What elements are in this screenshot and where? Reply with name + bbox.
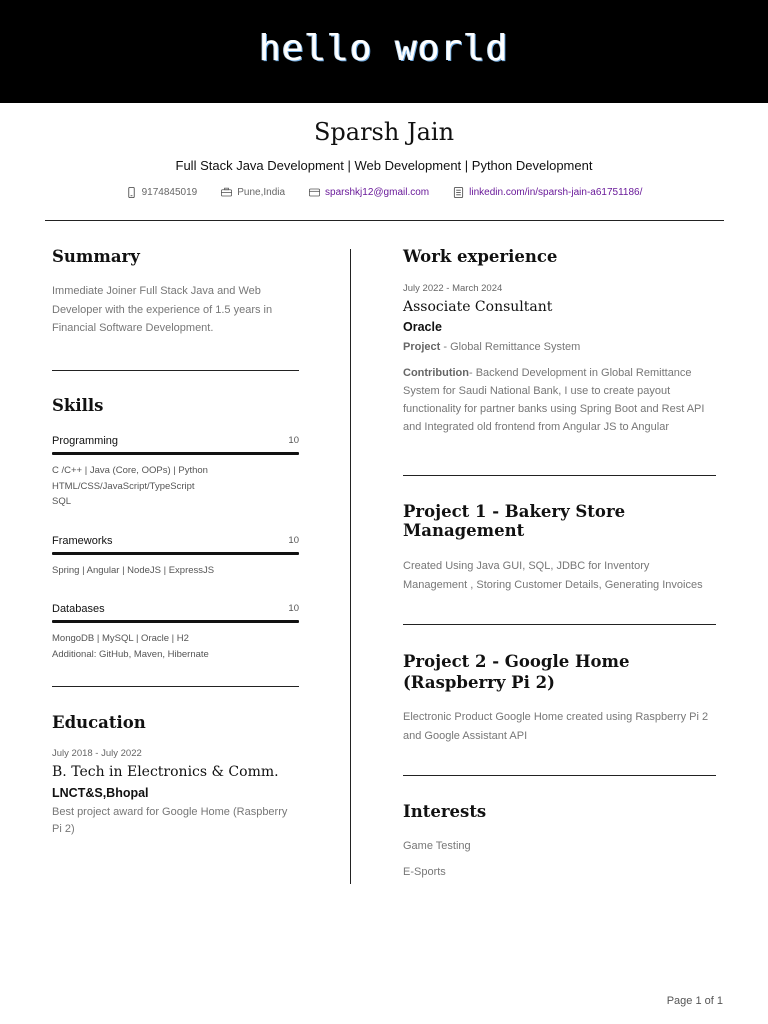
education-title: Education <box>52 713 146 732</box>
skill-detail: Spring | Angular | NodeJS | ExpressJS <box>52 565 215 576</box>
work-section <box>403 247 716 436</box>
project1-title: Project 1 - Bakery Store Management <box>403 502 626 540</box>
skills-title: Skills <box>52 396 104 415</box>
skill-frameworks <box>52 535 299 579</box>
skill-name: Frameworks <box>52 535 113 547</box>
project1-section <box>403 502 716 594</box>
contact-email[interactable] <box>309 187 429 198</box>
skill-bar <box>52 452 299 455</box>
education-school: LNCT&S,Bhopal <box>52 786 149 800</box>
interests-section <box>403 802 716 881</box>
interest-item: Game Testing <box>403 840 471 852</box>
skill-detail: C /C++ | Java (Core, OOPs) | Python <box>52 465 208 476</box>
work-contribution <box>403 364 716 436</box>
project2-section <box>403 651 716 745</box>
page-number: Page 1 of 1 <box>666 995 723 1007</box>
education-section <box>52 713 299 838</box>
skill-detail: SQL <box>52 496 72 507</box>
summary-section <box>52 247 299 338</box>
skills-section <box>52 396 299 415</box>
divider <box>52 686 299 687</box>
column-divider <box>350 249 351 884</box>
interests-title: Interests <box>403 802 487 821</box>
work-date: July 2022 - March 2024 <box>403 283 503 294</box>
contact-linkedin[interactable] <box>453 187 642 198</box>
work-company: Oracle <box>403 320 442 334</box>
education-date: July 2018 - July 2022 <box>52 748 142 759</box>
skill-programming <box>52 435 299 510</box>
candidate-headline: Full Stack Java Development | Web Development | Python Development <box>175 158 593 173</box>
header-divider <box>45 220 724 221</box>
candidate-name: Sparsh Jain <box>313 118 455 146</box>
header-banner <box>0 0 768 103</box>
phone-text: 9174845019 <box>141 187 198 198</box>
email-icon <box>309 187 320 198</box>
project1-text: Created Using Java GUI, SQL, JDBC for Inventory Management , Storing Customer Details, Generating Invoices <box>403 560 703 591</box>
phone-icon <box>126 187 137 198</box>
location-text: Pune,India <box>237 187 286 198</box>
contact-location <box>221 187 285 198</box>
divider <box>403 624 716 625</box>
skill-level: 10 <box>288 535 299 546</box>
skill-detail: MongoDB | MySQL | Oracle | H2 <box>52 633 189 644</box>
project-text: - Global Remittance System <box>440 341 581 353</box>
contribution-label: Contribution <box>403 366 469 379</box>
skill-databases <box>52 603 299 662</box>
contact-row <box>0 187 768 198</box>
summary-title: Summary <box>52 247 140 266</box>
skill-detail: Additional: GitHub, Maven, Hibernate <box>52 648 209 660</box>
work-title: Work experience <box>403 247 558 266</box>
summary-text: Immediate Joiner Full Stack Java and Web Developer with the experience of 1.5 years in Financial Software Development. <box>52 285 273 334</box>
project-label: Project <box>403 341 441 353</box>
skill-detail: HTML/CSS/JavaScript/TypeScript <box>52 480 195 492</box>
linkedin-link[interactable]: linkedin.com/in/sparsh-jain-a61751186/ <box>469 187 643 198</box>
skill-bar <box>52 620 299 623</box>
linkedin-icon <box>453 187 464 198</box>
education-note: Best project award for Google Home (Raspberry Pi 2) <box>52 806 288 835</box>
project2-title: Project 2 - Google Home (Raspberry Pi 2) <box>403 652 630 692</box>
skill-level: 10 <box>288 603 299 614</box>
project2-text: Electronic Product Google Home created using Raspberry Pi 2 and Google Assistant API <box>403 711 709 742</box>
contribution-text: - Backend Development in Global Remittance System for Saudi National Bank, I use to create payout functionality for partner banks using Spring Boot and Rest API and Integrated old frontend from Angular JS to Angular <box>403 366 705 433</box>
interest-item: E-Sports <box>403 865 446 878</box>
email-link[interactable]: sparshkj12@gmail.com <box>325 187 430 198</box>
banner-text: hello world <box>259 28 509 69</box>
skill-level: 10 <box>288 435 299 446</box>
work-role: Associate Consultant <box>403 299 553 315</box>
divider <box>52 370 299 371</box>
skill-name: Databases <box>52 603 105 615</box>
divider <box>403 475 716 476</box>
work-project <box>403 338 716 357</box>
contact-phone <box>126 187 198 198</box>
divider <box>403 775 716 776</box>
education-degree: B. Tech in Electronics & Comm. <box>52 764 279 780</box>
location-icon <box>221 187 232 198</box>
skill-name: Programming <box>52 435 119 447</box>
skill-bar <box>52 552 299 555</box>
